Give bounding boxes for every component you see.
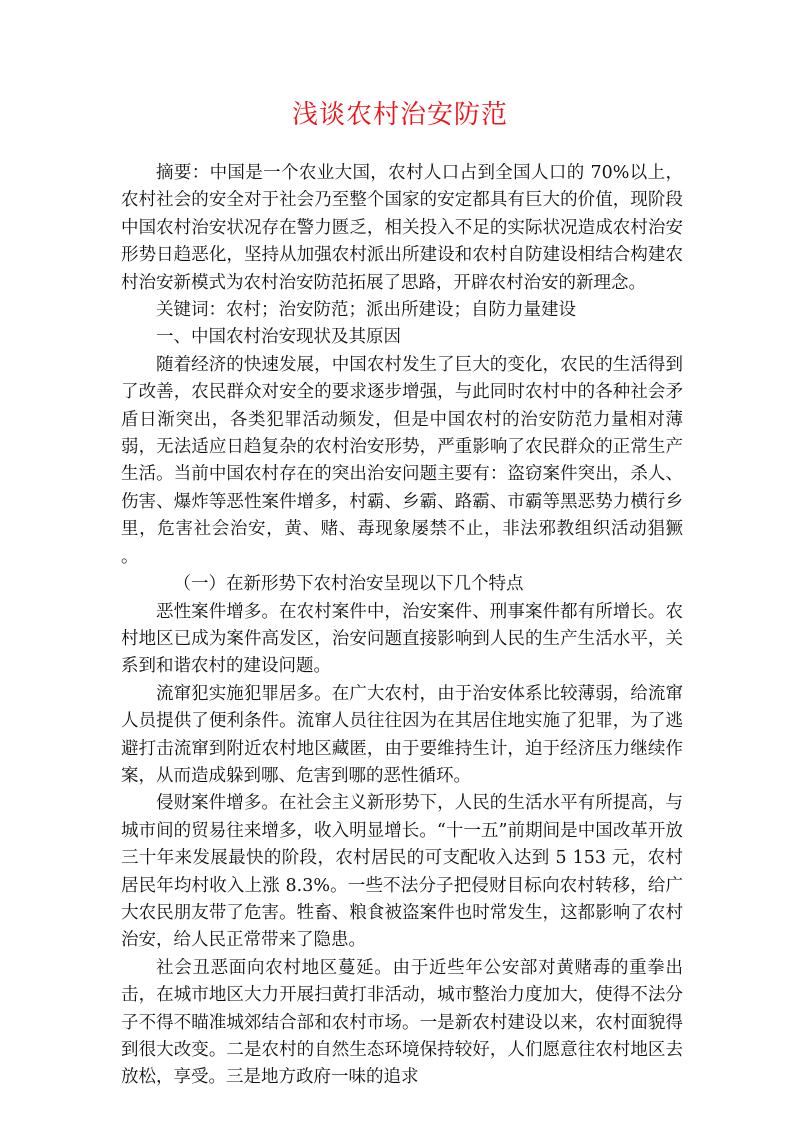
section-heading: 一、中国农村治安现状及其原因 bbox=[156, 327, 401, 348]
body-paragraph: 随着经济的快速发展，中国农村发生了巨大的变化，农民的生活得到了改善，农民群众对安全的要求逐步增强，与此同时农村中的各种社会矛盾日渐突出，各类犯罪活动频发，但是中国农村的治安防范力量相对薄弱，无法适应日趋复杂的农村治安形势，严重影响了农民群众的正常生产生活。当前中国农村存在的突出治安问题主要有：盗窃案件突出，杀人、伤害、爆炸等恶性案件增多，村霸、乡霸、路霸、市霸等黑恶势力横行乡里，危害社会治安，黄、赌、毒现象屡禁不止，非法邪教组织活动猖獗 。 bbox=[121, 354, 683, 567]
abstract-paragraph: 摘要：中国是一个农业大国，农村人口占到全国人口的 70%以上，农村社会的安全对于社会乃至整个国家的安定都具有巨大的价值，现阶段中国农村治安状况存在警力匮乏，相关投入不足的实际状况造成农村治安形势日趋恶化，坚持从加强农村派出所建设和农村自防建设相结合构建农村治安新模式为农村治安防范拓展了思路，开辟农村治安的新理念。 bbox=[121, 163, 683, 293]
body-paragraph: 恶性案件增多。在农村案件中，治安案件、刑事案件都有所增长。农村地区已成为案件高发区，治安问题直接影响到人民的生产生活水平，关系到和谐农村的建设问题。 bbox=[121, 601, 683, 677]
document-body bbox=[121, 160, 683, 1092]
keywords-line: 关键词：农村；治安防范；派出所建设；自防力量建设 bbox=[156, 300, 576, 321]
body-paragraph: 侵财案件增多。在社会主义新形势下，人民的生活水平有所提高，与城市间的贸易往来增多，收入明显增长。“十一五”前期间是中国改革开放三十年来发展最快的阶段，农村居民的可支配收入达到 5 153 元，农村居民年均村收入上涨 8.3%。一些不法分子把侵财目标向农村转移，给广大农民朋友带了危害。牲畜、粮食被盗案件也时常发生，这都影响了农村治安，给人民正常带来了隐患。 bbox=[121, 793, 683, 951]
body-paragraph: 社会丑恶面向农村地区蔓延。由于近些年公安部对黄赌毒的重拳出击，在城市地区大力开展扫黄打非活动，城市整治力度加大，使得不法分子不得不瞄准城郊结合部和农村市场。一是新农村建设以来，农村面貌得到很大改变。二是农村的自然生态环境保持较好，人们愿意往农村地区去放松，享受。三是地方政府一味的追求 bbox=[121, 957, 683, 1088]
document-title: 浅谈农村治安防范 bbox=[291, 100, 508, 130]
body-paragraph: 流窜犯实施犯罪居多。在广大农村，由于治安体系比较薄弱，给流窜人员提供了便利条件。流窜人员往往因为在其居住地实施了犯罪，为了逃避打击流窜到附近农村地区藏匿，由于要维持生计，迫于经济压力继续作案，从而造成躲到哪、危害到哪的恶性循环。 bbox=[121, 683, 683, 786]
subsection-heading: （一）在新形势下农村治安呈现以下几个特点 bbox=[173, 574, 524, 595]
